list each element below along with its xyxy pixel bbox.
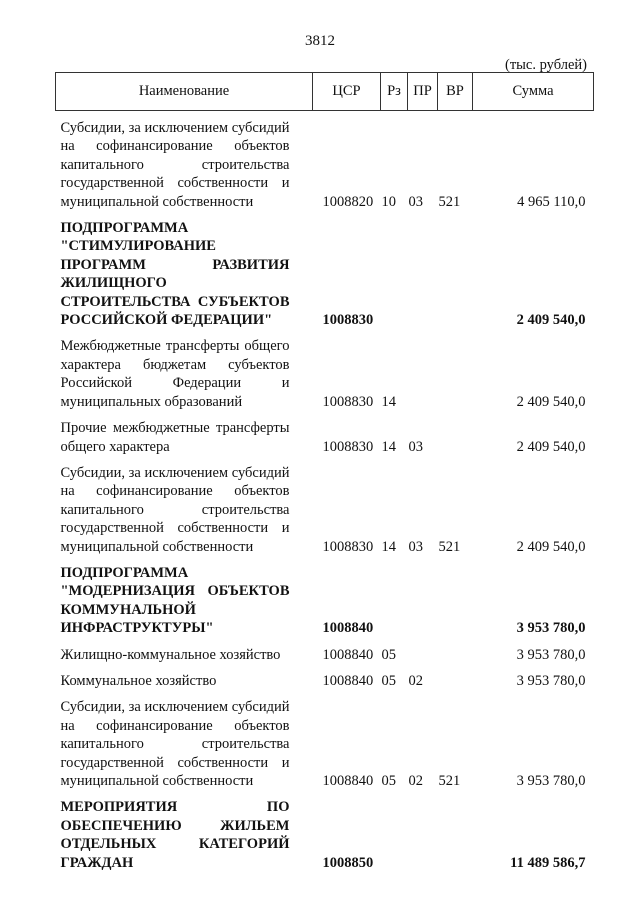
table-row: [56, 111, 594, 212]
cell-rz: [381, 790, 408, 872]
table-row: [56, 411, 594, 456]
cell-rz: 10: [381, 193, 396, 210]
cell-sum: 3 953 780,0: [516, 620, 586, 637]
cell-name: [56, 556, 313, 638]
cell-sum: 2 409 540,0: [516, 312, 586, 329]
cell-sum: 3 953 780,0: [516, 773, 586, 789]
cell-pr: 02: [408, 773, 423, 789]
cell-sum: 4 965 110,0: [517, 193, 586, 210]
row-name-text: Субсидии, за исключением субсидий на софинансирование объектов капитального строительства государственной собственности и муниципальной собственности: [60, 120, 290, 210]
cell-vr: [438, 638, 473, 664]
table-row: [56, 638, 594, 664]
budget-table: [55, 72, 594, 872]
cell-csr: 1008850: [322, 854, 374, 871]
cell-pr: [408, 638, 438, 664]
header-rz: Рз: [381, 73, 408, 111]
cell-name: [56, 790, 313, 872]
header-name: Наименование: [56, 73, 313, 111]
header-sum: Сумма: [473, 73, 594, 111]
cell-vr: [438, 329, 473, 411]
cell-vr: 521: [438, 773, 461, 789]
row-name-text: МЕРОПРИЯТИЯ ПО ОБЕСПЕЧЕНИЮ ЖИЛЬЕМ ОТДЕЛЬНЫХ КАТЕГОРИЙ ГРАЖДАН: [60, 799, 290, 871]
cell-csr: 1008840: [322, 672, 374, 689]
units-label: (тыс. рублей): [505, 57, 587, 73]
cell-pr: [408, 211, 438, 329]
cell-pr: 03: [408, 538, 423, 555]
table-row: [56, 556, 594, 638]
cell-rz: [381, 556, 408, 638]
cell-csr: 1008820: [322, 193, 374, 210]
cell-pr: [408, 790, 438, 872]
cell-rz: 05: [381, 646, 396, 663]
row-name-text: Жилищно-коммунальное хозяйство: [60, 646, 281, 663]
cell-name: [56, 664, 313, 690]
cell-vr: 521: [438, 538, 461, 555]
cell-vr: 521: [438, 193, 461, 210]
row-name-text: Коммунальное хозяйство: [60, 672, 217, 689]
cell-rz: 14: [381, 393, 396, 410]
row-name-text: Межбюджетные трансферты общего характера бюджетам субъектов Российской Федерации и муниципальных образований: [60, 338, 290, 410]
cell-pr: [408, 556, 438, 638]
cell-pr: 03: [408, 438, 423, 455]
cell-rz: 14: [381, 538, 396, 555]
cell-csr: 1008840: [322, 620, 374, 637]
cell-sum: 3 953 780,0: [516, 646, 586, 663]
cell-vr: [438, 556, 473, 638]
cell-pr: 02: [408, 672, 423, 689]
row-name-text: Прочие межбюджетные трансферты общего характера: [60, 420, 290, 455]
table-row: [56, 329, 594, 411]
cell-name: [56, 329, 313, 411]
cell-pr: 03: [408, 193, 423, 210]
page-number: 3812: [305, 33, 335, 49]
table-row: [56, 456, 594, 556]
cell-vr: [438, 790, 473, 872]
cell-name: [56, 690, 313, 790]
table-row: [56, 211, 594, 329]
row-name-text: Субсидии, за исключением субсидий на софинансирование объектов капитального строительства государственной собственности и муниципальной собственности: [60, 464, 290, 555]
row-name-text: ПОДПРОГРАММА "МОДЕРНИЗАЦИЯ ОБЪЕКТОВ КОММУНАЛЬНОЙ ИНФРАСТРУКТУРЫ": [60, 564, 290, 637]
cell-name: [56, 456, 313, 556]
cell-pr: [408, 329, 438, 411]
table-row: [56, 690, 594, 790]
row-name-text: ПОДПРОГРАММА "СТИМУЛИРОВАНИЕ ПРОГРАММ РАЗВИТИЯ ЖИЛИЩНОГО СТРОИТЕЛЬСТВА СУБЪЕКТОВ РОССИЙСКОЙ ФЕДЕРАЦИИ": [60, 220, 290, 329]
cell-csr: 1008830: [322, 538, 374, 555]
cell-sum: 3 953 780,0: [516, 672, 586, 689]
table-row: [56, 790, 594, 872]
header-pr: ПР: [408, 73, 438, 111]
cell-sum: 11 489 586,7: [510, 854, 586, 871]
cell-vr: [438, 211, 473, 329]
cell-csr: 1008830: [322, 438, 374, 455]
row-name-text: Субсидии, за исключением субсидий на софинансирование объектов капитального строительства государственной собственности и муниципальной собственности: [60, 699, 290, 789]
cell-csr: 1008830: [322, 393, 374, 410]
cell-sum: 2 409 540,0: [516, 438, 586, 455]
table-header: [56, 73, 594, 111]
cell-sum: 2 409 540,0: [516, 393, 586, 410]
cell-vr: [438, 411, 473, 456]
header-vr: ВР: [438, 73, 473, 111]
cell-name: [56, 211, 313, 329]
table-row: [56, 664, 594, 690]
cell-csr: 1008840: [322, 773, 374, 789]
cell-sum: 2 409 540,0: [516, 538, 586, 555]
cell-rz: [381, 211, 408, 329]
cell-rz: 05: [381, 672, 396, 689]
cell-csr: 1008840: [322, 646, 374, 663]
cell-rz: 14: [381, 438, 396, 455]
cell-vr: [438, 664, 473, 690]
cell-rz: 05: [381, 773, 396, 789]
cell-csr: 1008830: [322, 312, 374, 329]
cell-name: [56, 411, 313, 456]
header-csr: ЦСР: [313, 73, 381, 111]
cell-name: [56, 111, 313, 212]
cell-name: [56, 638, 313, 664]
